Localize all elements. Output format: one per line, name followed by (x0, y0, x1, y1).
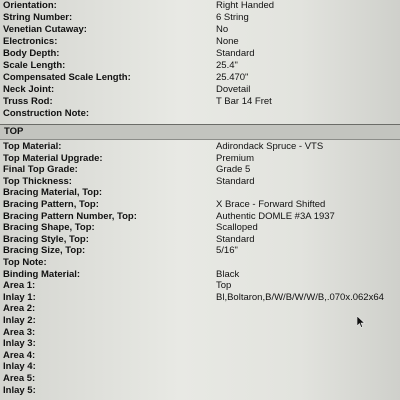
spec-label: Top Material: (3, 141, 62, 152)
spec-value: 6 String (216, 12, 249, 23)
spec-label: Inlay 3: (3, 338, 36, 350)
spec-label: Inlay 4: (3, 361, 36, 373)
section-header-top (0, 124, 400, 140)
spec-row (0, 12, 400, 24)
spec-row (0, 153, 400, 165)
spec-label: Scale Length: (3, 60, 66, 71)
spec-value: Bl,Boltaron,B/W/B/W/W/B,.070x.062x64 (216, 291, 384, 303)
spec-label: Top Note: (3, 257, 47, 268)
spec-row (0, 303, 400, 315)
spec-label: Area 1: (3, 280, 36, 292)
spec-label: Final Top Grade: (3, 164, 78, 176)
spec-row (0, 199, 400, 211)
spec-label: Construction Note: (3, 108, 90, 119)
spec-row (0, 338, 400, 350)
spec-row (0, 60, 400, 72)
spec-row (0, 327, 400, 339)
spec-row (0, 385, 400, 397)
spec-label: Top Material Upgrade: (3, 152, 103, 164)
spec-label: Orientation: (3, 0, 57, 11)
spec-row (0, 164, 400, 176)
spec-row (0, 361, 400, 373)
spec-value: None (216, 36, 239, 47)
spec-row (0, 0, 400, 12)
spec-value: Standard (216, 175, 255, 187)
spec-label: Area 3: (3, 326, 36, 338)
spec-value: Dovetail (216, 84, 251, 95)
spec-label: Bracing Shape, Top: (3, 222, 95, 234)
spec-row (0, 234, 400, 246)
spec-row (0, 24, 400, 36)
spec-value: Standard (216, 48, 255, 59)
spec-label: Body Depth: (3, 48, 60, 59)
mouse-pointer-icon (357, 316, 365, 328)
spec-row (0, 96, 400, 108)
spec-label: Truss Rod: (3, 96, 53, 107)
spec-label: Inlay 5: (3, 384, 36, 396)
spec-row (0, 211, 400, 223)
spec-value: Authentic DOMLE #3A 1937 (216, 210, 335, 222)
spec-row (0, 373, 400, 385)
spec-value: Grade 5 (216, 164, 251, 176)
spec-label: Neck Joint: (3, 84, 55, 95)
spec-row (0, 141, 400, 153)
spec-row (0, 36, 400, 48)
spec-row (0, 222, 400, 234)
spec-value: Adirondack Spruce - VTS (216, 141, 324, 152)
spec-row (0, 315, 400, 327)
spec-label: Bracing Size, Top: (3, 245, 86, 257)
spec-value: Scalloped (216, 222, 258, 234)
spec-label: Venetian Cutaway: (3, 24, 87, 35)
spec-label: Bracing Style, Top: (3, 233, 89, 245)
spec-row (0, 84, 400, 96)
spec-row (0, 187, 400, 199)
spec-value: X Brace - Forward Shifted (216, 199, 326, 210)
spec-value: 5/16" (216, 245, 238, 257)
spec-value: Standard (216, 233, 255, 245)
spec-row (0, 257, 400, 269)
spec-label: Inlay 2: (3, 315, 36, 326)
spec-value: Premium (216, 152, 255, 164)
spec-row (0, 350, 400, 362)
spec-row (0, 280, 400, 292)
spec-value: 25.4" (216, 60, 238, 71)
spec-label: Electronics: (3, 36, 58, 47)
spec-value: T Bar 14 Fret (216, 96, 272, 107)
spec-row (0, 292, 400, 304)
spec-row (0, 269, 400, 281)
spec-label: Bracing Pattern, Top: (3, 199, 99, 210)
spec-value: 25.470" (216, 72, 249, 83)
spec-label: Top Thickness: (3, 175, 72, 187)
spec-label: Area 4: (3, 349, 36, 361)
spec-label: Bracing Material, Top: (3, 187, 103, 199)
spec-value: Right Handed (216, 0, 275, 11)
spec-value: Black (216, 268, 240, 280)
spec-label: Compensated Scale Length: (3, 72, 131, 83)
spec-value: Top (216, 280, 232, 292)
spec-row (0, 72, 400, 84)
spec-label: Area 2: (3, 303, 36, 315)
spec-row (0, 48, 400, 60)
spec-row (0, 108, 400, 120)
spec-label: Bracing Pattern Number, Top: (3, 210, 137, 222)
spec-label: Binding Material: (3, 268, 81, 280)
spec-label: Area 5: (3, 373, 36, 384)
spec-value: No (216, 24, 229, 35)
spec-label: String Number: (3, 12, 73, 23)
section-title: TOP (4, 126, 24, 137)
spec-label: Inlay 1: (3, 291, 36, 303)
spec-row (0, 176, 400, 188)
spec-row (0, 245, 400, 257)
